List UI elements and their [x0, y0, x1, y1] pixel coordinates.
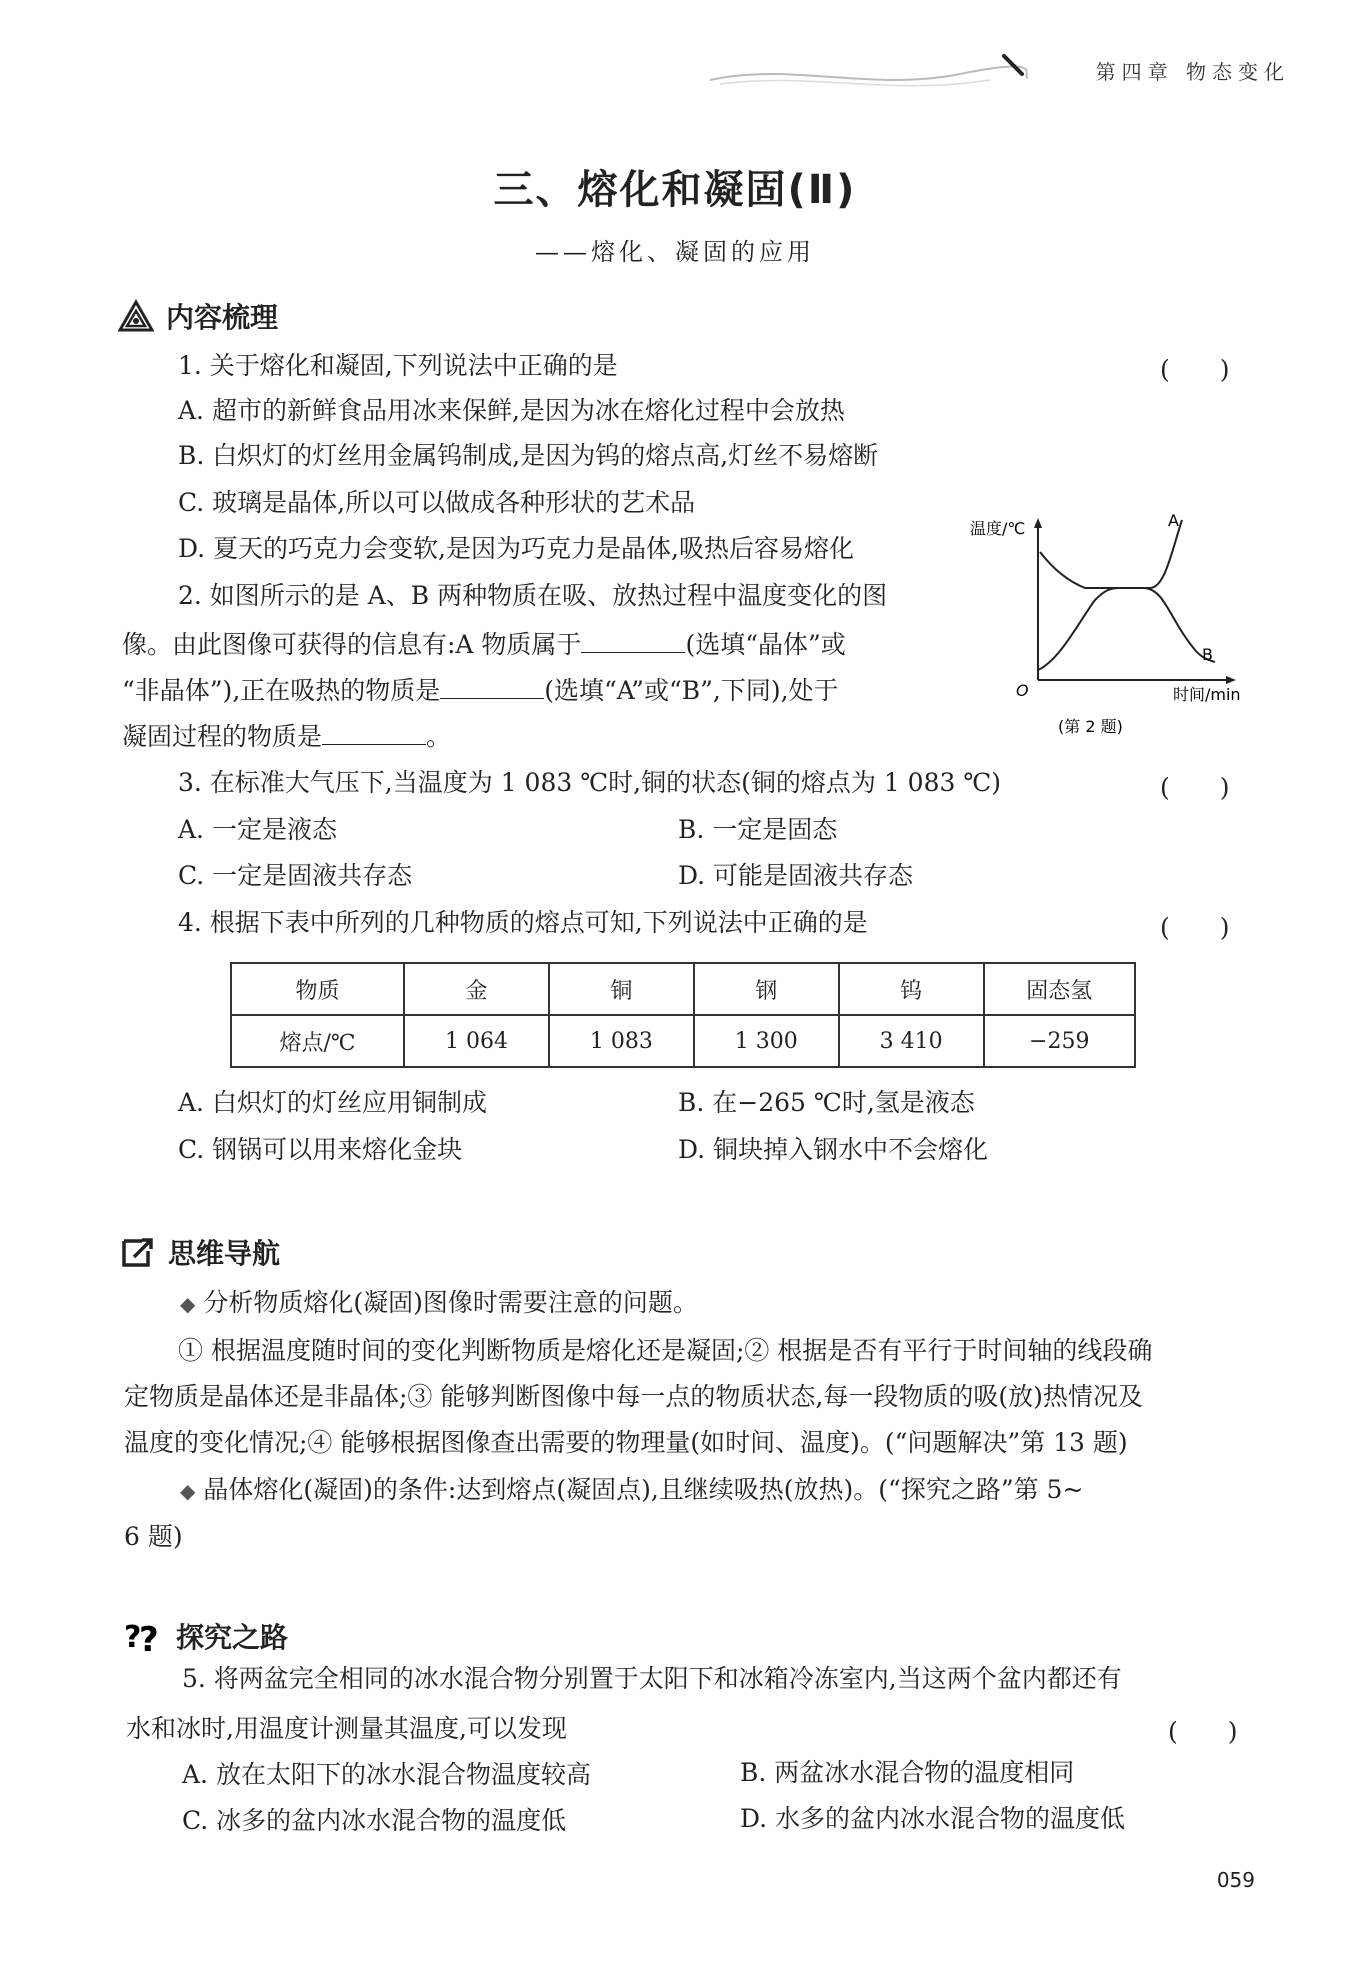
nav-paragraph-line: 6 题)	[124, 1522, 183, 1551]
q3-option-c: C. 一定是固液共存态	[178, 861, 413, 890]
q1-option-c: C. 玻璃是晶体,所以可以做成各种形状的艺术品	[178, 488, 696, 517]
q4-stem: 4. 根据下表中所列的几种物质的熔点可知,下列说法中正确的是	[178, 908, 868, 937]
table-cell: 1 083	[549, 1015, 694, 1067]
q3-answer-paren: ( )	[1160, 773, 1230, 802]
curve-a	[1038, 520, 1182, 670]
q2-line-3: “非晶体”),正在吸热的物质是 (选填“A”或“B”,下同),处于	[122, 676, 839, 705]
section-explore	[124, 1616, 288, 1656]
x-axis-arrow	[1226, 676, 1236, 684]
y-axis-arrow	[1034, 518, 1042, 528]
page-subtitle: ——熔化、凝固的应用	[535, 238, 815, 266]
q5-line-2: 水和冰时,用温度计测量其温度,可以发现	[126, 1714, 567, 1743]
q2-figure	[970, 510, 1260, 740]
q3-stem: 3. 在标准大气压下,当温度为 1 083 ℃时,铜的状态(铜的熔点为 1 083 ℃)	[178, 768, 1002, 797]
q2-line-2: 像。由此图像可获得的信息有:A 物质属于 (选填“晶体”或	[122, 630, 846, 659]
nav-paragraph-line: 温度的变化情况;④ 能够根据图像查出需要的物理量(如时间、温度)。(“问题解决”第 13 题)	[124, 1428, 1128, 1457]
section-content-review	[118, 296, 278, 336]
answer-blank[interactable]	[322, 722, 426, 745]
nav-paragraph-line: ① 根据温度随时间的变化判断物质是熔化还是凝固;② 根据是否有平行于时间轴的线段确	[178, 1336, 1153, 1365]
y-axis-label: 温度/℃	[970, 519, 1026, 538]
diamond-bullet-icon: ◆	[180, 1292, 196, 1316]
table-cell: 熔点/℃	[231, 1015, 404, 1067]
table-cell: 铜	[549, 963, 694, 1015]
curve-a-label: A	[1168, 511, 1179, 530]
q1-answer-paren: ( )	[1160, 355, 1230, 384]
x-axis-label: 时间/min	[1173, 685, 1241, 704]
answer-blank[interactable]	[581, 630, 685, 653]
q5-option-d: D. 水多的盆内冰水混合物的温度低	[740, 1804, 1126, 1833]
q1-option-b: B. 白炽灯的灯丝用金属钨制成,是因为钨的熔点高,灯丝不易熔断	[178, 441, 879, 470]
curve-b	[1040, 552, 1215, 662]
triangle-icon	[118, 299, 154, 333]
origin-label: O	[1016, 681, 1029, 700]
svg-text:?: ?	[124, 1620, 142, 1653]
nav-point-1: ◆ 分析物质熔化(凝固)图像时需要注意的问题。	[180, 1288, 698, 1317]
page-number: 059	[1216, 1868, 1255, 1892]
compass-arrow-icon	[120, 1235, 156, 1269]
table-cell: 固态氢	[984, 963, 1135, 1015]
q5-option-b: B. 两盆冰水混合物的温度相同	[740, 1758, 1075, 1787]
q4-option-a: A. 白炽灯的灯丝应用铜制成	[178, 1088, 487, 1117]
section-thinking-guide	[120, 1232, 280, 1272]
q3-option-a: A. 一定是液态	[178, 815, 337, 844]
svg-text:?: ?	[139, 1620, 159, 1653]
figure-caption: (第 2 题)	[1058, 717, 1123, 736]
q5-option-c: C. 冰多的盆内冰水混合物的温度低	[182, 1806, 567, 1835]
q4-option-d: D. 铜块掉入钢水中不会熔化	[678, 1135, 989, 1164]
table-row	[231, 1015, 1135, 1067]
chapter-title: 第四章 物态变化	[1095, 60, 1290, 84]
table-cell: 钨	[839, 963, 984, 1015]
table-cell: 金	[404, 963, 549, 1015]
pen-icon	[1000, 52, 1030, 82]
diamond-bullet-icon: ◆	[180, 1479, 196, 1503]
q1-option-d: D. 夏天的巧克力会变软,是因为巧克力是晶体,吸热后容易熔化	[178, 534, 854, 563]
melting-point-table	[230, 962, 1136, 1068]
table-cell: 3 410	[839, 1015, 984, 1067]
q3-option-d: D. 可能是固液共存态	[678, 861, 914, 890]
q1-stem: 1. 关于熔化和凝固,下列说法中正确的是	[178, 351, 618, 380]
section-label: 内容梳理	[166, 301, 279, 334]
table-cell: 1 300	[694, 1015, 839, 1067]
answer-blank[interactable]	[440, 676, 544, 699]
table-cell: 钢	[694, 963, 839, 1015]
q4-option-b: B. 在−265 ℃时,氢是液态	[678, 1088, 975, 1117]
question-marks-icon	[124, 1619, 164, 1653]
table-cell: 物质	[231, 963, 404, 1015]
q5-line-1: 5. 将两盆完全相同的冰水混合物分别置于太阳下和冰箱冷冻室内,当这两个盆内都还有	[182, 1664, 1122, 1693]
nav-point-2: ◆ 晶体熔化(凝固)的条件:达到熔点(凝固点),且继续吸热(放热)。(“探究之路”第 5~	[180, 1475, 1084, 1504]
table-header-row	[231, 963, 1135, 1015]
q3-option-b: B. 一定是固态	[678, 815, 838, 844]
q5-answer-paren: ( )	[1168, 1717, 1238, 1746]
page-title: 三、熔化和凝固(Ⅱ)	[493, 167, 857, 213]
table-cell: −259	[984, 1015, 1135, 1067]
q2-line-1: 2. 如图所示的是 A、B 两种物质在吸、放热过程中温度变化的图	[178, 581, 888, 610]
q4-option-c: C. 钢锅可以用来熔化金块	[178, 1135, 463, 1164]
q2-line-4: 凝固过程的物质是 。	[122, 722, 452, 751]
q4-answer-paren: ( )	[1160, 913, 1230, 942]
nav-paragraph-line: 定物质是晶体还是非晶体;③ 能够判断图像中每一点的物质状态,每一段物质的吸(放)热情况及	[124, 1382, 1143, 1411]
section-label: 探究之路	[176, 1621, 289, 1654]
q1-option-a: A. 超市的新鲜食品用冰来保鲜,是因为冰在熔化过程中会放热	[178, 396, 845, 425]
table-cell: 1 064	[404, 1015, 549, 1067]
section-label: 思维导航	[168, 1237, 281, 1270]
curve-b-label: B	[1202, 645, 1213, 664]
header-decoration	[700, 52, 1030, 92]
q5-option-a: A. 放在太阳下的冰水混合物温度较高	[182, 1760, 591, 1789]
